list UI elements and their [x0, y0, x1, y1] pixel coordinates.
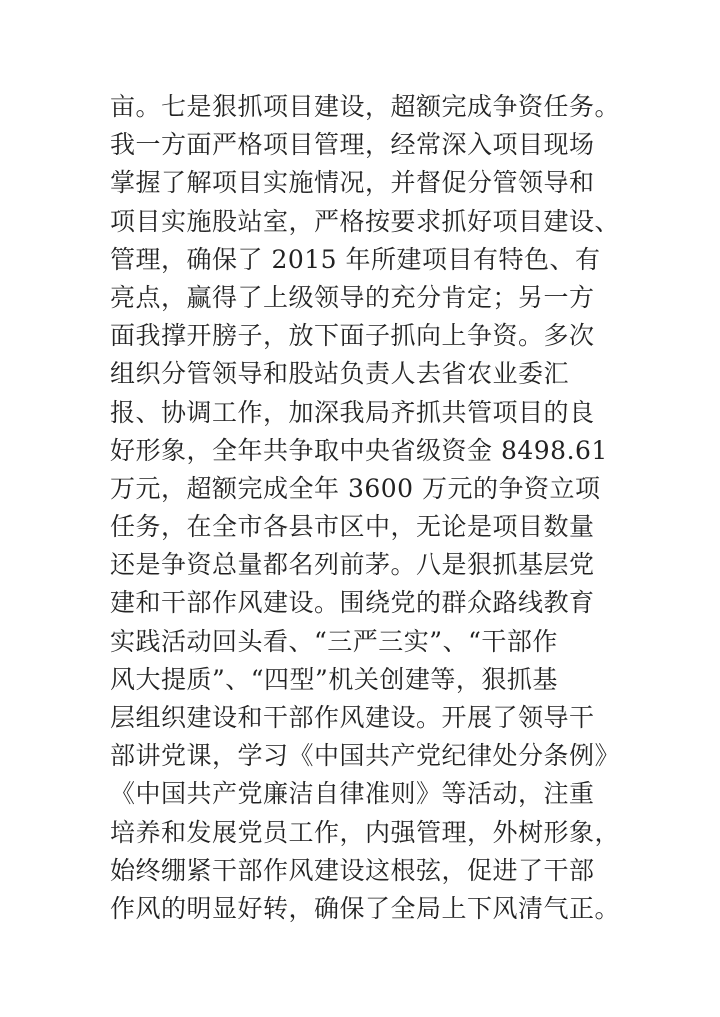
text-line: 层组织建设和干部作风建设。开展了领导干 — [110, 703, 595, 732]
text-line: 报、协调工作，加深我局齐抓共管项目的良 — [110, 397, 595, 427]
text-line: 万元，超额完成全年 3600 万元的争资立项 — [110, 473, 601, 503]
text-line: 好形象，全年共争取中央省级资金 8498.61 — [110, 435, 608, 465]
text-line: 掌握了解项目实施情况，并督促分管领导和 — [110, 168, 595, 198]
text-line: 部讲党课，学习《中国共产党纪律处分条例》 — [110, 741, 621, 771]
text-line: 建和干部作风建设。围绕党的群众路线教育 — [110, 588, 595, 618]
text-line: 面我撑开膀子，放下面子抓向上争资。多次 — [110, 321, 595, 351]
text-line: 《中国共产党廉洁自律准则》等活动，注重 — [110, 779, 595, 809]
text-line: 任务，在全市各县市区中，无论是项目数量 — [110, 512, 595, 542]
text-line: 风大提质”、“四型”机关创建等，狠抓基 — [110, 664, 558, 694]
text-line: 亮点，赢得了上级领导的充分肯定；另一方 — [110, 282, 595, 312]
text-line: 亩。七是狠抓项目建设，超额完成争资任务。 — [110, 92, 621, 121]
text-line: 始终绷紧干部作风建设这根弦，促进了干部 — [110, 855, 595, 885]
text-line: 管理，确保了 2015 年所建项目有特色、有 — [110, 244, 601, 274]
text-line: 培养和发展党员工作，内强管理，外树形象， — [110, 817, 621, 847]
text-line: 实践活动回头看、“三严三实”、“干部作 — [110, 626, 558, 656]
text-line: 项目实施股站室，严格按要求抓好项目建设、 — [110, 206, 621, 236]
text-line: 组织分管领导和股站负责人去省农业委汇 — [110, 359, 570, 389]
body-paragraph — [110, 88, 620, 928]
text-line: 作风的明显好转，确保了全局上下风清气正。 — [110, 893, 621, 923]
text-line: 还是争资总量都名列前茅。八是狠抓基层党 — [110, 550, 595, 580]
text-line: 我一方面严格项目管理，经常深入项目现场 — [110, 130, 595, 160]
